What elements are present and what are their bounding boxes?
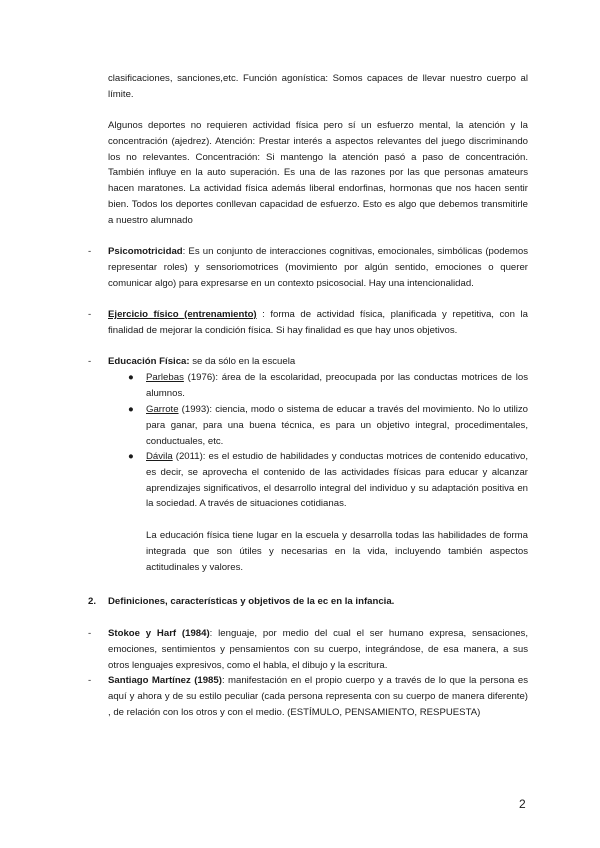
author-garrote: [128, 402, 528, 449]
def-text: : lenguaje, por medio del cual el ser humano expresa, sensaciones, emociones, sentimientos y pensamientos con su cuerpo, integrándose, de esa manera, a sus otros lenguajes expresivos, como el habla, el dibujo y la escritura.: [108, 628, 528, 671]
intro-paragraph: clasificaciones, sanciones,etc. Función agonística: Somos capaces de llevar nuestro cuerpo al límite.: [108, 73, 528, 100]
author-name: Garrote: [146, 404, 179, 415]
author-text: (1993): ciencia, modo o sistema de educar a través del movimiento. No lo utilizo para ganar, para una buena técnica, es para un objetivo integral, procedimentales, conductuales, etc.: [146, 404, 528, 447]
author-text: (1976): área de la escolaridad, preocupada por las conductas motrices de los alumnos.: [146, 372, 528, 399]
author-parlebas: [128, 370, 528, 402]
author-name: Dávila: [146, 451, 173, 462]
def-term: Stokoe y Harf (1984): [108, 628, 210, 639]
list-dash: -: [88, 675, 92, 686]
author-text: (2011): es el estudio de habilidades y conductas motrices de contenido educativo, es decir, se aprovecha el contenido de las actividades físicas para educar y alcanzar aprendizajes significativos, el desarrollo integral del individuo y su adaptación positiva en la sociedad. A través de situaciones cotidianas.: [146, 451, 528, 510]
bullet-icon: ●: [128, 404, 134, 415]
ef-paragraph: La educación física tiene lugar en la escuela y desarrolla todas las habilidades de forma integrada que son útiles y necesarias en la vida, incluyendo también aspectos actitudinales y valores.: [146, 530, 528, 573]
def-santiago-martinez: [88, 673, 528, 720]
author-davila: [128, 449, 528, 512]
section-title: Definiciones, características y objetivos de la ec en la infancia.: [108, 596, 395, 607]
def-term: Santiago Martínez (1985): [108, 675, 222, 686]
def-text: se da sólo en la escuela: [189, 356, 296, 367]
def-term: Educación Física:: [108, 356, 190, 367]
list-dash: -: [88, 246, 92, 257]
def-term: Ejercicio físico (entrenamiento): [108, 309, 257, 320]
author-name: Parlebas: [146, 372, 184, 383]
attention-paragraph: Algunos deportes no requieren actividad física pero sí un esfuerzo mental, la atención y la concentración (ajedrez). Atención: Prestar interés a aspectos relevantes del juego discriminando los no relevantes. Concentración: Si mantengo la atención pasó a paso de concentración. También influye en la auto superación. Es una de las razones por las que personas amateurs hacen maratones. La actividad física además liberal endorfinas, hormonas que nos hacen sentir bien. Todos los deportes conllevan capacidad de esfuerzo. Esto es algo que debemos transmitirle a nuestro alumnado: [108, 120, 528, 226]
def-educacion-fisica: [88, 354, 528, 370]
list-dash: -: [88, 356, 92, 367]
list-dash: -: [88, 628, 92, 639]
def-psicomotricidad: [88, 244, 528, 291]
section-number: 2.: [88, 596, 97, 607]
list-dash: -: [88, 309, 92, 320]
bullet-icon: ●: [128, 372, 134, 383]
def-ejercicio-fisico: [88, 307, 528, 339]
def-term: Psicomotricidad: [108, 246, 183, 257]
def-text: : Es un conjunto de interacciones cognitivas, emocionales, simbólicas (podemos representar roles) y sensoriomotrices (movimiento por algún sentido, emociones o querer comunicar algo) para expresarse en un contexto psicosocial. Hay una intencionalidad.: [108, 246, 528, 289]
bullet-icon: ●: [128, 451, 134, 462]
def-text: : manifestación en el propio cuerpo y a través de lo que la persona es aquí y ahora y de su estilo peculiar (cada persona representa con su cuerpo de manera diferente) , de relación con los otros y con el medio. (ESTÍMULO, PENSAMIENTO, RESPUESTA): [108, 675, 528, 718]
page-number: 2: [519, 797, 526, 811]
def-stokoe-harf: [88, 626, 528, 673]
def-text: : forma de actividad física, planificada y repetitiva, con la finalidad de mejorar la condición física. Si hay finalidad es que hay unos objetivos.: [108, 309, 528, 336]
section-2-heading: [88, 594, 394, 610]
